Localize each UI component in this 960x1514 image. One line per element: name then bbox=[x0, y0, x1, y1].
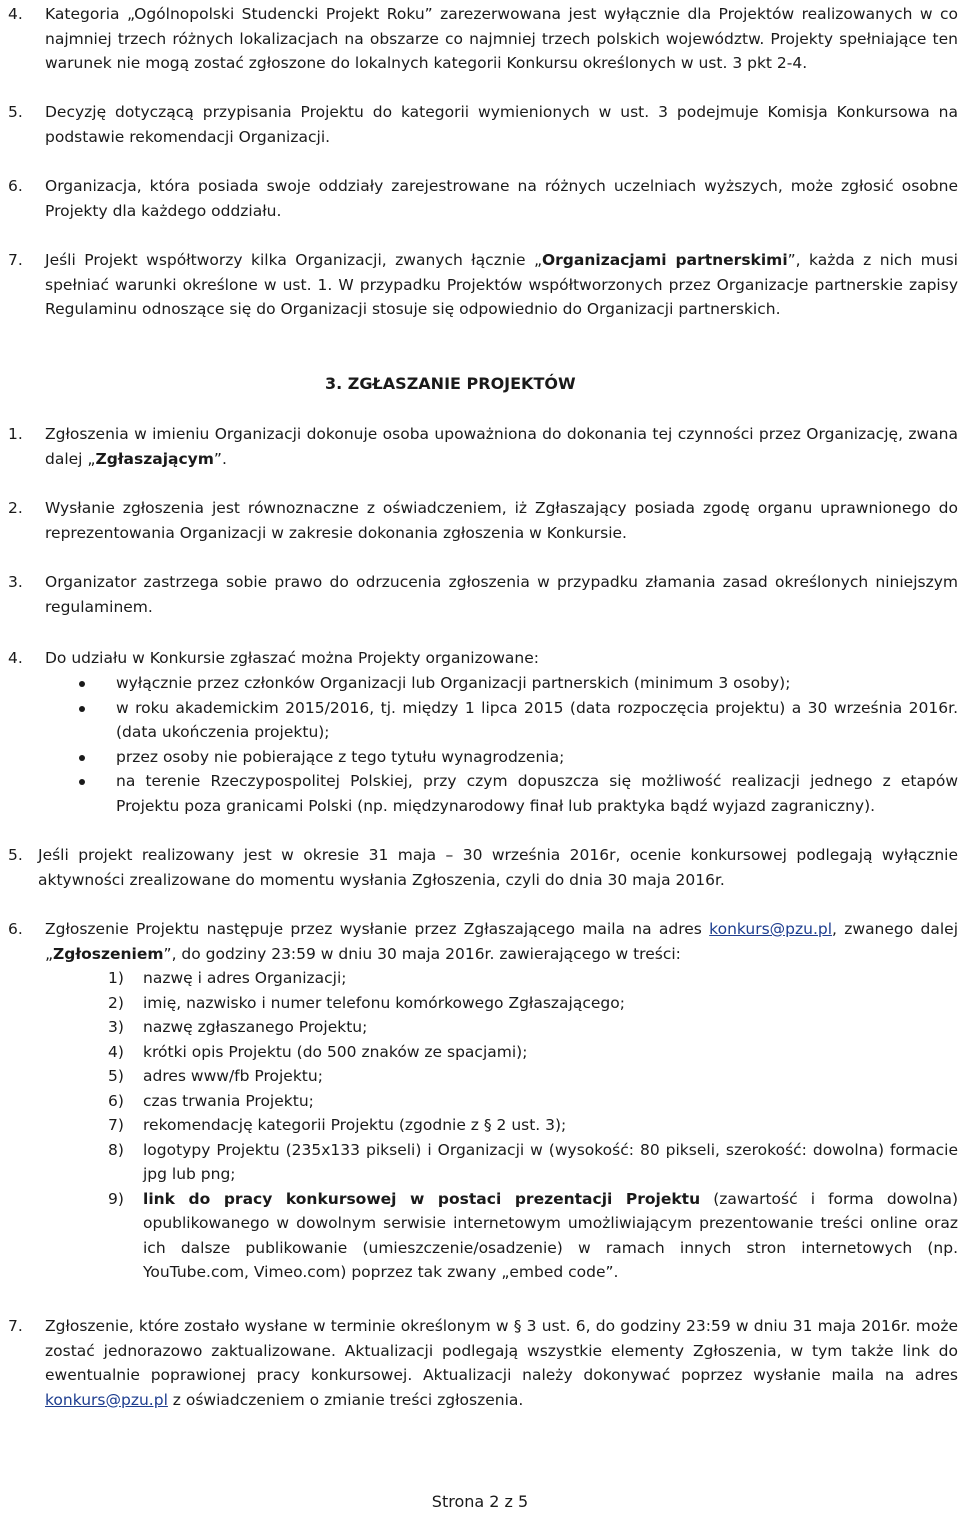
paragraph-text bbox=[38, 843, 958, 892]
paragraph-text bbox=[45, 422, 958, 471]
list-item bbox=[108, 1113, 958, 1138]
email-link[interactable]: konkurs@pzu.pl bbox=[709, 920, 833, 938]
list-item-number: 9) bbox=[108, 1189, 124, 1208]
bold-term: Zgłoszeniem bbox=[53, 944, 164, 963]
list-item-number: 4) bbox=[108, 1042, 124, 1061]
section-item-2 bbox=[8, 496, 958, 545]
list-item-number: 7) bbox=[108, 1116, 124, 1134]
text-run: nazwę i adres Organizacji; bbox=[143, 969, 347, 987]
list-item-text bbox=[143, 969, 347, 987]
text-run: ”, każda z nich musi spełniać warunki określone w ust. 1. W przypadku Projektów współtworzonych przez Organizacje partnerskie zapisy Regulaminu odnoszące się do Organizacji stosuje się odpowiednio do Organizacji partnerskich. bbox=[45, 251, 958, 318]
list-item bbox=[108, 1015, 958, 1040]
bullet-dot-icon bbox=[79, 681, 85, 687]
footer-total-pages: 5 bbox=[518, 1492, 529, 1511]
text-run: , zwanego dalej „ bbox=[45, 920, 959, 963]
text-run: Zgłoszenie Projektu następuje przez wysłanie przez Zgłaszającego maila na adres bbox=[45, 920, 710, 938]
list-item bbox=[108, 1138, 958, 1187]
list-item-text bbox=[143, 1067, 323, 1085]
paragraph-6 bbox=[8, 174, 958, 223]
text-run: Do udziału w Konkursie zgłaszać można Projekty organizowane: bbox=[45, 649, 539, 667]
text-run: z oświadczeniem o zmianie treści zgłoszenia. bbox=[167, 1390, 524, 1409]
item-number: 3. bbox=[8, 573, 23, 591]
list-item-number: 8) bbox=[108, 1140, 124, 1159]
item-number: 4. bbox=[8, 649, 23, 667]
text-run: rekomendację kategorii Projektu (zgodnie z § 2 ust. 3); bbox=[143, 1116, 567, 1134]
item-number: 4. bbox=[8, 5, 23, 23]
text-run: ”. bbox=[213, 449, 227, 468]
text-run: adres www/fb Projektu; bbox=[143, 1067, 323, 1085]
paragraph-text bbox=[45, 1314, 958, 1412]
list-item-number: 6) bbox=[108, 1091, 124, 1110]
bullet-item bbox=[45, 671, 958, 696]
item-number: 2. bbox=[8, 499, 23, 517]
list-item-text bbox=[143, 994, 625, 1012]
footer-prefix: Strona bbox=[431, 1492, 490, 1511]
paragraph-text bbox=[45, 100, 958, 149]
footer-current-page: 2 bbox=[489, 1492, 500, 1511]
item-number: 7. bbox=[8, 251, 23, 269]
text-run: Organizator zastrzega sobie prawo do odrzucenia zgłoszenia w przypadku złamania zasad określonych niniejszym regulaminem. bbox=[45, 573, 958, 616]
paragraph-text bbox=[45, 2, 958, 76]
item-number: 1. bbox=[8, 425, 23, 443]
list-item bbox=[108, 991, 958, 1016]
list-item-number: 2) bbox=[108, 993, 124, 1012]
list-item bbox=[108, 1089, 958, 1114]
text-run: Organizacja, która posiada swoje oddziały zarejestrowane na różnych uczelniach wyższych, może zgłosić osobne Projekty dla każdego oddziału. bbox=[45, 177, 958, 220]
paragraph-text bbox=[45, 496, 958, 545]
text-run: Zgłoszenia w imieniu Organizacji dokonuje osoba upoważniona do dokonania tej czynności przez Organizację, zwana dalej „ bbox=[45, 425, 958, 468]
text-run: Zgłoszenie, które zostało wysłane w terminie określonym w § 3 ust. 6, do godziny 23:59 w dniu 31 maja 2016r. może zostać jednorazowo zaktualizowane. Aktualizacji podlegają wszystkie elementy Zgłoszenia, w tym także link do ewentualnie poprawionej pracy konkursowej. Aktualizacji należy dokonywać poprzez wysłanie maila na adres bbox=[45, 1317, 958, 1384]
required-content-list bbox=[108, 966, 958, 1285]
paragraph-text bbox=[45, 917, 958, 966]
list-item-number: 5) bbox=[108, 1067, 124, 1085]
paragraph-text bbox=[45, 570, 958, 619]
bullet-item bbox=[45, 769, 958, 818]
list-item-number: 3) bbox=[108, 1018, 124, 1036]
section-heading: 3. ZGŁASZANIE PROJEKTÓW bbox=[325, 374, 576, 393]
section-item-1 bbox=[8, 422, 958, 471]
bold-term: link do pracy konkursowej w postaci prezentacji Projektu bbox=[143, 1189, 701, 1208]
section-item-7 bbox=[8, 1314, 958, 1412]
bullet-text: wyłącznie przez członków Organizacji lub Organizacji partnerskich (minimum 3 osoby); bbox=[116, 674, 791, 692]
item-number: 6. bbox=[8, 177, 23, 195]
list-item-number: 1) bbox=[108, 969, 124, 987]
list-item-text bbox=[143, 1092, 314, 1110]
footer-separator: z bbox=[499, 1492, 519, 1511]
list-item-text bbox=[143, 1141, 958, 1184]
text-run: Jeśli Projekt współtworzy kilka Organizacji, zwanych łącznie „ bbox=[45, 251, 542, 269]
email-link[interactable]: konkurs@pzu.pl bbox=[45, 1390, 168, 1409]
text-run: nazwę zgłaszanego Projektu; bbox=[143, 1018, 368, 1036]
text-run: krótki opis Projektu (do 500 znaków ze spacjami); bbox=[143, 1042, 528, 1061]
bold-term: Organizacjami partnerskimi bbox=[541, 251, 788, 269]
text-run: czas trwania Projektu; bbox=[143, 1091, 314, 1110]
text-run: Wysłanie zgłoszenia jest równoznaczne z oświadczeniem, iż Zgłaszający posiada zgodę organu uprawnionego do reprezentowania Organizacji w zakresie dokonania zgłoszenia w Konkursie. bbox=[45, 499, 958, 542]
bold-term: Zgłaszającym bbox=[95, 449, 214, 468]
paragraph-text bbox=[45, 174, 958, 223]
list-item bbox=[108, 1040, 958, 1065]
bullet-text: w roku akademickim 2015/2016, tj. między 1 lipca 2015 (data rozpoczęcia projektu) a 30 września 2016r. (data ukończenia projektu); bbox=[116, 698, 958, 741]
text-run: Jeśli projekt realizowany jest w okresie 31 maja – 30 września 2016r, ocenie konkursowej podlegają wyłącznie aktywności zrealizowane do momentu wysłania Zgłoszenia, czyli do dnia 30 maja 2016r. bbox=[38, 846, 958, 889]
list-item bbox=[108, 1187, 958, 1285]
page-footer bbox=[0, 1490, 960, 1514]
bullet-item bbox=[45, 696, 958, 745]
bullet-dot-icon bbox=[79, 779, 85, 785]
section-item-6 bbox=[8, 917, 958, 966]
item-number: 6. bbox=[8, 920, 23, 938]
list-item bbox=[108, 966, 958, 991]
list-item-text bbox=[143, 1190, 958, 1282]
bullet-text: na terenie Rzeczypospolitej Polskiej, przy czym dopuszcza się możliwość realizacji jednego z etapów Projektu poza granicami Polski (np. międzynarodowy finał lub praktyka bądź wyjazd zagraniczny). bbox=[116, 772, 958, 815]
paragraph-5 bbox=[8, 100, 958, 149]
item-number: 5. bbox=[8, 103, 23, 121]
text-run: ”, do godziny 23:59 w dniu 30 maja 2016r. zawierającego w treści: bbox=[163, 944, 681, 963]
list-item-text bbox=[143, 1018, 367, 1036]
bullet-dot-icon bbox=[79, 755, 85, 761]
list-item-text bbox=[143, 1043, 527, 1061]
item-number: 5. bbox=[8, 846, 23, 864]
section-item-3 bbox=[8, 570, 958, 619]
paragraph-text bbox=[45, 646, 958, 671]
item-number: 7. bbox=[8, 1317, 23, 1335]
text-run: imię, nazwisko i numer telefonu komórkowego Zgłaszającego; bbox=[143, 993, 625, 1012]
section-item-5 bbox=[8, 843, 958, 892]
text-run: logotypy Projektu (235x133 pikseli) i Organizacji w (wysokość: 80 pikseli, szerokość: dowolna) formacie jpg lub png; bbox=[143, 1140, 958, 1183]
bullet-list bbox=[45, 671, 958, 818]
bullet-dot-icon bbox=[79, 706, 85, 712]
bullet-text: przez osoby nie pobierające z tego tytułu wynagrodzenia; bbox=[116, 747, 565, 766]
paragraph-4 bbox=[8, 2, 958, 76]
section-item-4 bbox=[8, 646, 958, 671]
paragraph-text bbox=[45, 248, 958, 322]
paragraph-7 bbox=[8, 248, 958, 322]
text-run: Kategoria „Ogólnopolski Studencki Projekt Roku” zarezerwowana jest wyłącznie dla Projektów realizowanych w co najmniej trzech różnych lokalizacjach na obszarze co najmniej trzech polskich województw. Projekty spełniające ten warunek nie mogą zostać zgłoszone do lokalnych kategorii Konkursu określonych w ust. 3 pkt 2-4. bbox=[45, 5, 958, 72]
text-run: (zawartość i forma dowolna) opublikowanego w dowolnym serwisie internetowym umożliwiającym prezentowanie treści online oraz ich dalsze publikowanie (umieszczenie/osadzenie) w ramach innych stron internetowych (np. YouTube.com, Vimeo.com) poprzez tak zwany „embed code”. bbox=[143, 1189, 958, 1281]
text-run: Decyzję dotyczącą przypisania Projektu do kategorii wymienionych w ust. 3 podejmuje Komisja Konkursowa na podstawie rekomendacji Organizacji. bbox=[45, 103, 958, 146]
list-item bbox=[108, 1064, 958, 1089]
list-item-text bbox=[143, 1116, 566, 1134]
bullet-item bbox=[45, 745, 958, 770]
